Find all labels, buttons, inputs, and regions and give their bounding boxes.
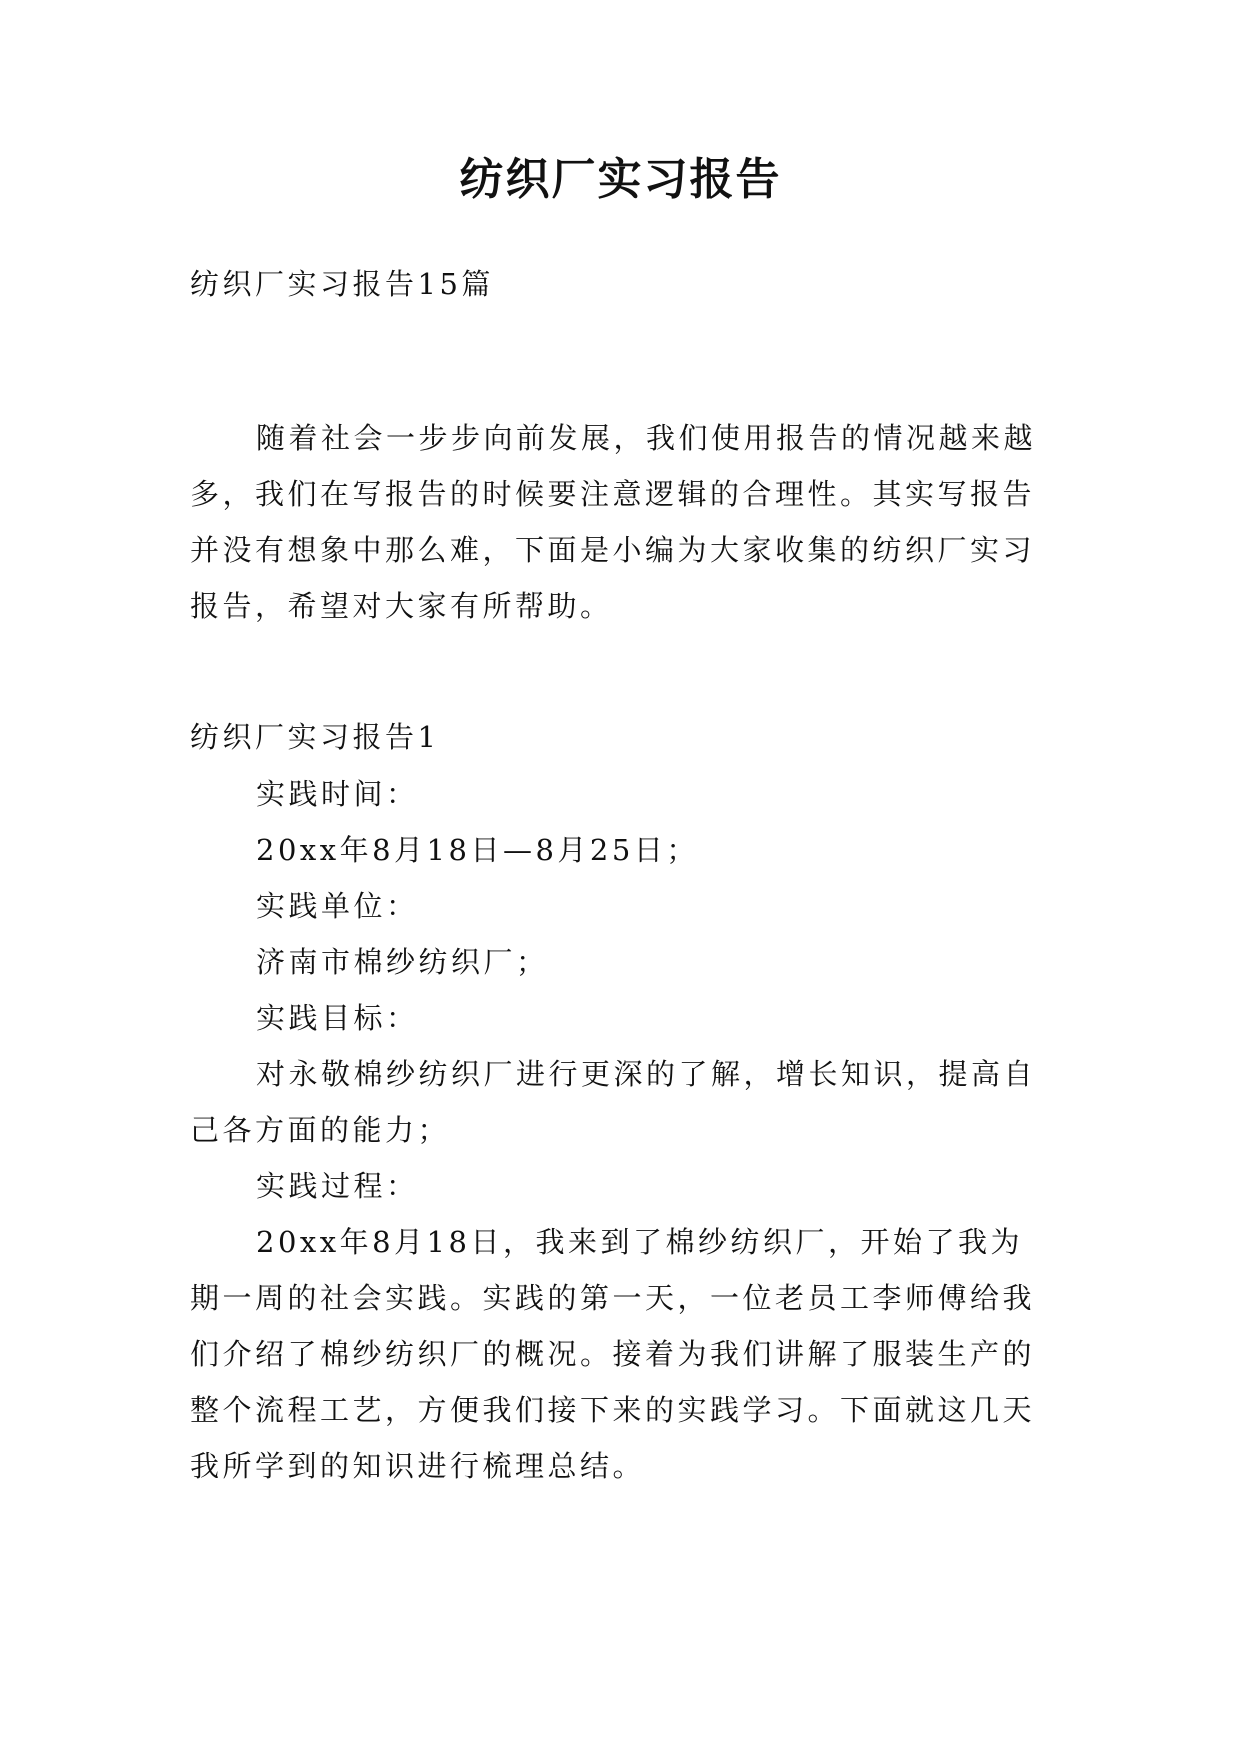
practice-process-line: 我所学到的知识进行梳理总结。 — [190, 1449, 646, 1483]
practice-process-line: 20xx年8月18日，我来到了棉纱纺织厂，开始了我为 — [256, 1225, 1023, 1259]
document-title: 纺织厂实习报告 — [459, 154, 782, 205]
document-subtitle: 纺织厂实习报告15篇 — [190, 267, 494, 301]
intro-line: 报告，希望对大家有所帮助。 — [190, 589, 613, 623]
practice-process-line: 整个流程工艺，方便我们接下来的实践学习。下面就这几天 — [190, 1393, 1036, 1427]
practice-unit-value: 济南市棉纱纺织厂； — [256, 945, 549, 979]
section-heading: 纺织厂实习报告1 — [190, 720, 440, 754]
intro-line: 并没有想象中那么难，下面是小编为大家收集的纺织厂实习 — [190, 533, 1036, 567]
practice-unit-label: 实践单位： — [256, 889, 419, 923]
practice-process-line: 期一周的社会实践。实践的第一天，一位老员工李师傅给我 — [190, 1281, 1036, 1315]
practice-process-label: 实践过程： — [256, 1169, 419, 1203]
practice-time-label: 实践时间： — [256, 777, 419, 811]
practice-goal-line: 己各方面的能力； — [190, 1113, 451, 1147]
practice-time-value: 20xx年8月18日—8月25日； — [256, 833, 699, 867]
intro-line: 多，我们在写报告的时候要注意逻辑的合理性。其实写报告 — [190, 477, 1036, 511]
practice-goal-label: 实践目标： — [256, 1001, 419, 1035]
practice-process-line: 们介绍了棉纱纺织厂的概况。接着为我们讲解了服装生产的 — [190, 1337, 1036, 1371]
intro-line: 随着社会一步步向前发展，我们使用报告的情况越来越 — [256, 421, 1037, 455]
practice-goal-line: 对永敬棉纱纺织厂进行更深的了解，增长知识，提高自 — [256, 1057, 1037, 1091]
